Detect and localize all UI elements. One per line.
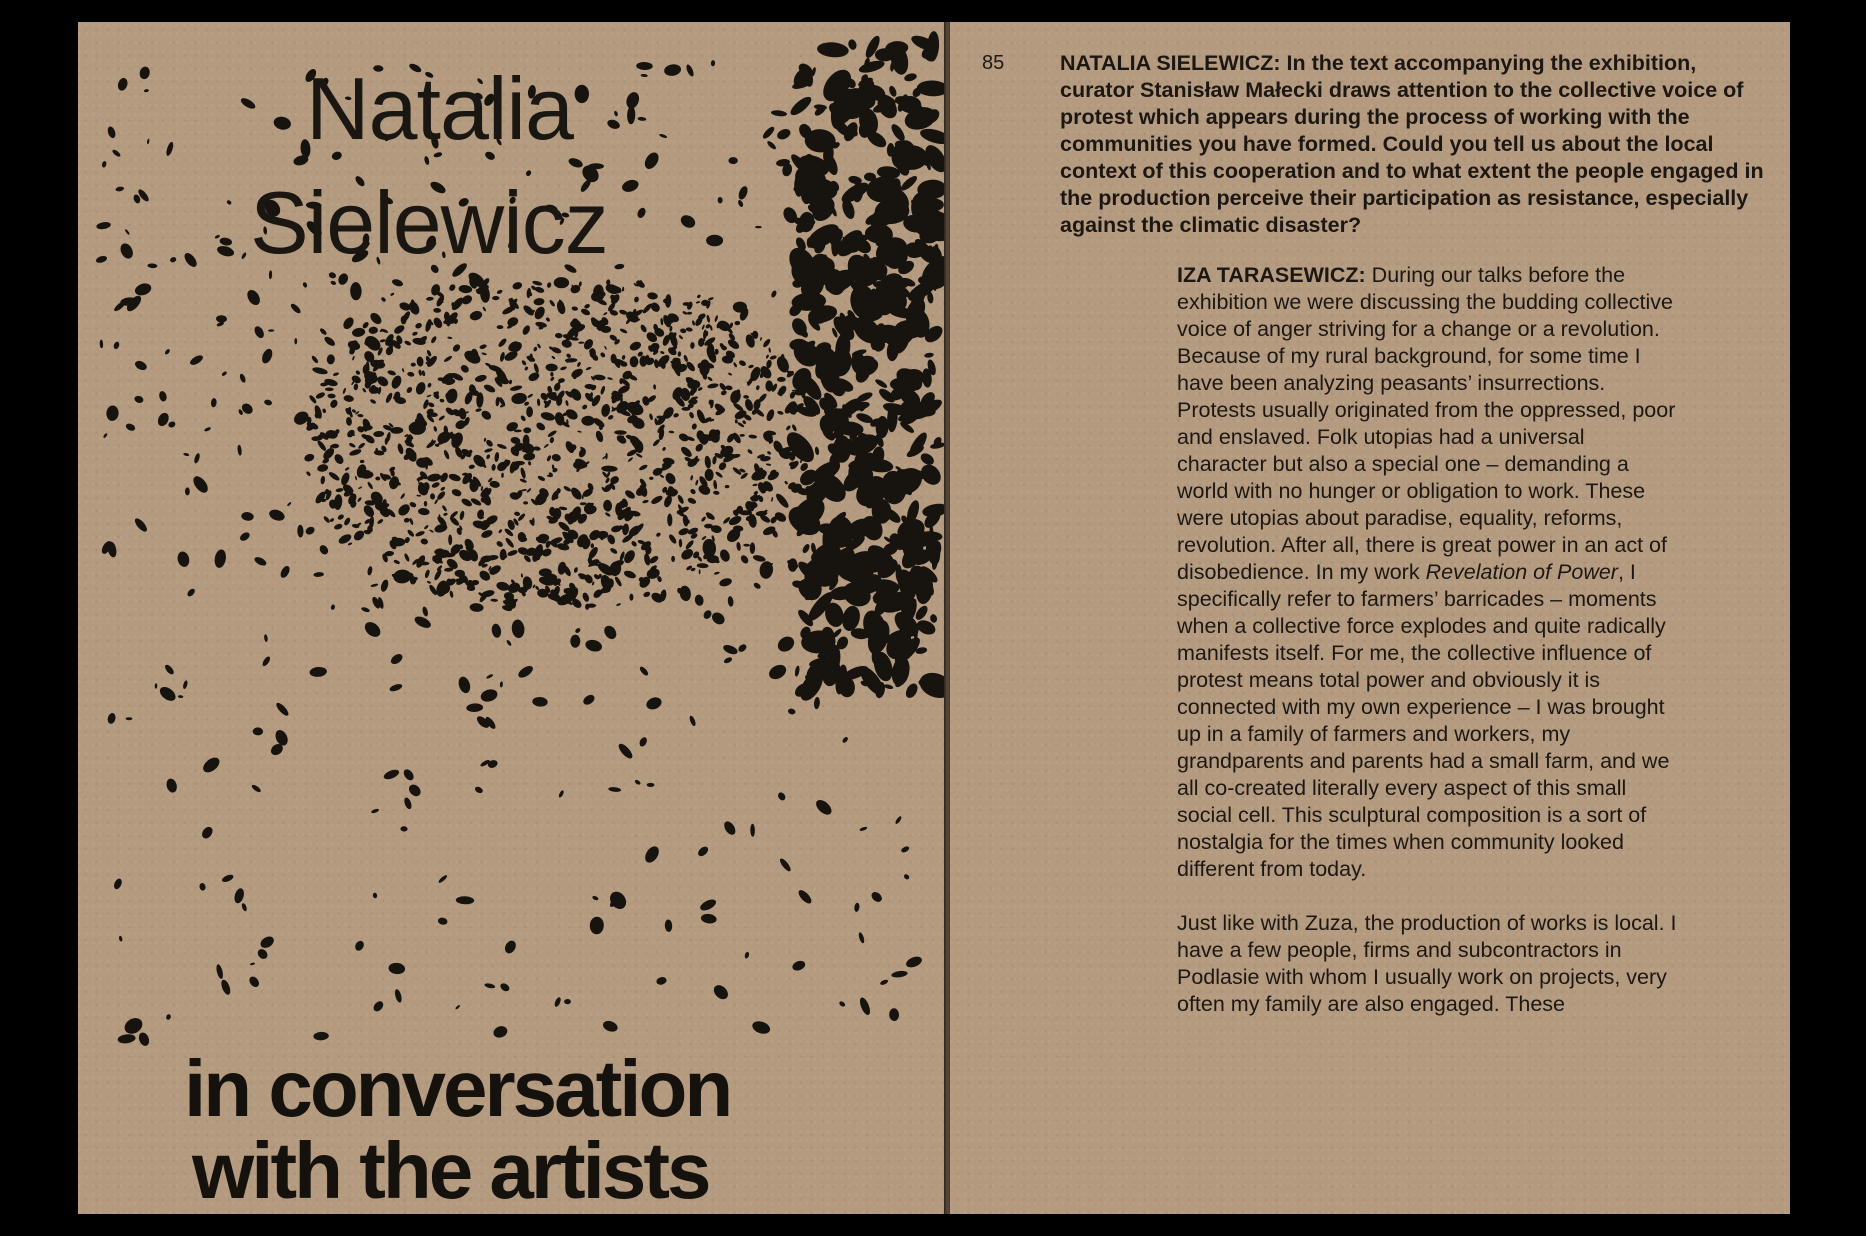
answer-work-title: Revelation of Power <box>1425 560 1618 584</box>
title-conv-line2: with the artists <box>192 1126 709 1214</box>
question-speaker: NATALIA SIELEWICZ: <box>1060 51 1281 75</box>
answer-paragraph-2: Just like with Zuza, the production of works is local. I have a few people, firms and subcontractors in Podlasie with whom I usually work on projects, very often my family are also engaged. These <box>1177 911 1677 1016</box>
answer-text-1: During our talks before the exhibition we were discussing the budding collective voice of anger striving for a change or a revolution. Because of my rural background, for some time I have been analyzing peasants’ insurrections. Protests usually originated from the oppressed, poor and enslaved. Folk utopias had a universal character but also a special one – demanding a world with no hunger or obligation to work. These were utopias about paradise, equality, reforms, revolution. After all, there is great power in an act of disobedience. In my work <box>1177 263 1676 584</box>
title-conv-line1: in conversation <box>184 1044 731 1133</box>
interview-question <box>1060 50 1776 239</box>
artist-name-title <box>250 52 608 280</box>
answer-paragraph-1 <box>1177 262 1677 883</box>
right-page <box>950 22 1790 1214</box>
answer-speaker: IZA TARASEWICZ: <box>1177 263 1366 287</box>
interview-answer <box>1177 262 1677 1045</box>
conversation-title <box>184 1044 731 1214</box>
left-page <box>78 22 946 1214</box>
question-text: In the text accompanying the exhibition, curator Stanisław Małecki draws attention to the collective voice of protest which appears during the process of working with the communities you have formed. Could you tell us about the local context of this cooperation and to what extent the people engaged in the production perceive their participation as resistance, especially against the climatic disaster? <box>1060 51 1764 237</box>
title-name-line2: Sielewicz <box>250 173 608 272</box>
title-name-line1: Natalia <box>306 59 573 158</box>
page-number: 85 <box>982 52 1005 74</box>
answer-text-2: , I specifically refer to farmers’ barricades – moments when a collective force explodes and quite radically manifests itself. For me, the collective influence of protest means total power and obviously it is connected with my own experience – I was brought up in a family of farmers and workers, my grandparents and parents had a small farm, and we all co-created literally every aspect of this small social cell. This sculptural composition is a sort of nostalgia for the times when community looked different from today. <box>1177 560 1670 881</box>
